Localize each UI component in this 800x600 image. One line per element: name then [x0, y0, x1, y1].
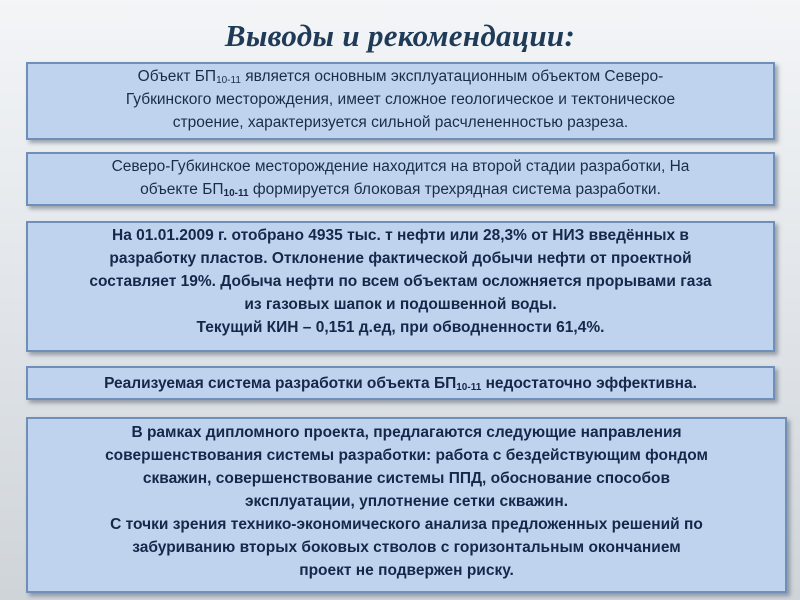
text-line: Текущий КИН – 0,151 д.ед, при обводненности 61,4%. — [196, 319, 605, 336]
text-line: Северо-Губкинское месторождение находится на второй стадии разработки, На — [111, 158, 690, 175]
text-line: В рамках дипломного проекта, предлагаются следующие направления — [131, 424, 682, 441]
text-line: С точки зрения технико-экономического анализа предложенных решений по — [110, 516, 703, 533]
text-line — [36, 65, 765, 88]
text-line: строение, характеризуется сильной расчлененностью разреза. — [172, 114, 629, 131]
text-line: совершенствования системы разработки: работа с бездействующим фондом — [105, 447, 708, 464]
text-fragment: объекте БП — [140, 181, 224, 198]
text-line: разработку пластов. Отклонение фактической добычи нефти от проектной — [109, 250, 692, 267]
text-fragment: Объект БП — [137, 68, 217, 85]
conclusion-box-development-stage — [26, 152, 775, 206]
subscript: 10-11 — [456, 382, 482, 393]
text-line: составляет 19%. Добыча нефти по всем объектам осложняется прорывами газа — [89, 273, 712, 290]
text-line — [36, 178, 765, 201]
slide-title: Выводы и рекомендации: — [224, 18, 576, 53]
text-fragment: Реализуемая система разработки объекта БП — [104, 375, 457, 392]
text-line: проект не подвержен риску. — [299, 562, 514, 579]
text-fragment: недостаточно эффективна. — [481, 375, 697, 392]
subscript: 10-11 — [216, 75, 241, 86]
recommendations-box — [26, 417, 787, 593]
text-line: из газовых шапок и подошвенной воды. — [244, 296, 557, 313]
text-line: Губкинского месторождения, имеет сложное геологическое и тектоническое — [125, 91, 676, 108]
conclusion-box-production-stats — [26, 221, 775, 352]
text-line: скважин, совершенствование системы ППД, обоснование способов — [142, 470, 671, 487]
text-line: забуриванию вторых боковых стволов с горизонтальным окончанием — [132, 539, 681, 556]
conclusion-box-object-description — [26, 62, 775, 140]
text-line: На 01.01.2009 г. отобрано 4935 тыс. т нефти или 28,3% от НИЗ введённых в — [112, 227, 689, 244]
text-fragment: является основным эксплуатационным объектом Северо- — [240, 68, 664, 85]
conclusion-box-efficiency — [26, 366, 775, 400]
text-line — [36, 372, 765, 395]
text-fragment: формируется блоковая трехрядная система разработки. — [248, 181, 661, 198]
text-line: эксплуатации, уплотнение сетки скважин. — [244, 493, 568, 510]
subscript: 10-11 — [223, 188, 249, 199]
